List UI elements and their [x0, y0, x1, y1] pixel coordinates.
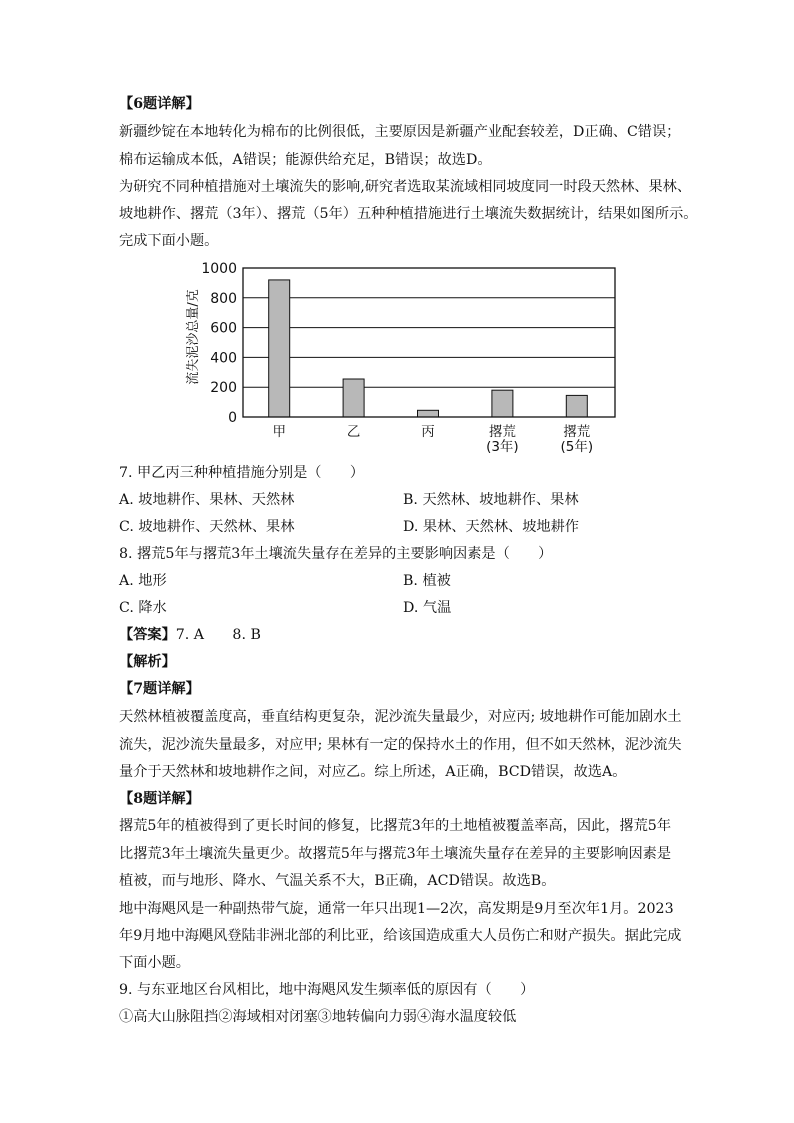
q7-detail-line-3: 量介于天然林和坡地耕作之间，对应乙。综上所述，A正确，BCD错误，故选A。 [119, 764, 627, 780]
x-tick-label: 撂荒 [563, 424, 591, 440]
y-tick-label: 1000 [201, 261, 237, 277]
answer-label: 【答案】 [119, 627, 176, 643]
q6-line-1: 新疆纱锭在本地转化为棉布的比例很低，主要原因是新疆产业配套较差，D正确、C错误； [119, 124, 681, 140]
soil-loss-bar-chart [180, 257, 630, 457]
q8-option-d: D. 气温 [403, 600, 452, 616]
answer-text: 7. A 8. B [175, 627, 261, 643]
intro-line-3: 完成下面小题。 [119, 233, 219, 249]
answer-row [119, 625, 261, 645]
plot-frame [243, 268, 615, 417]
y-tick-label: 400 [210, 350, 237, 367]
analysis-heading: 【解析】 [119, 654, 176, 670]
q6-heading: 【6题详解】 [119, 96, 200, 112]
y-tick-label: 600 [210, 320, 237, 337]
intro2-line-2: 年9月地中海飓风登陆非洲北部的利比亚，给该国造成重大人员伤亡和财产损失。据此完成 [119, 928, 682, 944]
x-tick-label: (5年) [560, 439, 594, 455]
bar-1 [269, 280, 290, 417]
q8-detail-heading: 【8题详解】 [119, 791, 200, 807]
q7-option-b: B. 天然林、坡地耕作、果林 [403, 492, 579, 508]
q8-option-b: B. 植被 [403, 573, 451, 589]
intro-line-2: 坡地耕作、撂荒（3年）、撂荒（5年）五种种植措施进行土壤流失数据统计，结果如图所示。 [119, 206, 698, 222]
q7-option-c: C. 坡地耕作、天然林、果林 [119, 519, 295, 535]
intro2-line-3: 下面小题。 [119, 955, 190, 971]
q7-detail-line-1: 天然林植被覆盖度高，垂直结构更复杂，泥沙流失量最少，对应丙; 坡地耕作可能加剧水土 [119, 709, 682, 725]
y-tick-label: 800 [210, 290, 237, 307]
q9-stem: 9. 与东亚地区台风相比，地中海飓风发生频率低的原因有（ ） [119, 982, 535, 998]
q8-detail-line-3: 植被，而与地形、降水、气温关系不大，B正确，ACD错误。故选B。 [119, 873, 556, 889]
q8-option-a: A. 地形 [119, 573, 167, 589]
q8-stem: 8. 撂荒5年与撂荒3年土壤流失量存在差异的主要影响因素是（ ） [119, 546, 553, 562]
q7-option-a: A. 坡地耕作、果林、天然林 [119, 492, 295, 508]
intro2-line-1: 地中海飓风是一种副热带气旋，通常一年只出现1—2次，高发期是9月至次年1月。2023 [119, 901, 674, 917]
q8-detail-line-1: 撂荒5年的植被得到了更长时间的修复，比撂荒3年的土地植被覆盖率高，因此，撂荒5年 [119, 818, 672, 834]
q8-option-c: C. 降水 [119, 600, 167, 616]
q6-line-2: 棉布运输成本低，A错误；能源供给充足，B错误；故选D。 [119, 152, 492, 168]
q7-option-d: D. 果林、天然林、坡地耕作 [403, 519, 579, 535]
q8-detail-line-2: 比撂荒3年土壤流失量更少。故撂荒5年与撂荒3年土壤流失量存在差异的主要影响因素是 [119, 846, 672, 862]
x-tick-label: 撂荒 [488, 424, 516, 440]
y-axis-label: 流失泥沙总量/克 [186, 289, 201, 385]
bar-3 [418, 410, 439, 417]
bar-4 [492, 390, 513, 417]
q7-detail-heading: 【7题详解】 [119, 681, 200, 697]
x-tick-label: 甲 [272, 424, 286, 440]
y-tick-label: 200 [210, 380, 237, 397]
intro-line-1: 为研究不同种植措施对土壤流失的影响,研究者选取某流域相同坡度同一时段天然林、果林、 [119, 179, 692, 195]
y-tick-label: 0 [228, 410, 237, 426]
bar-5 [566, 395, 587, 417]
bar-2 [343, 379, 364, 417]
x-tick-label: (3年) [486, 439, 519, 455]
q9-choices: ①高大山脉阻挡②海域相对闭塞③地转偏向力弱④海水温度较低 [119, 1009, 517, 1025]
x-tick-label: 丙 [421, 424, 435, 440]
x-tick-label: 乙 [346, 424, 361, 440]
q7-detail-line-2: 流失，泥沙流失量最多，对应甲; 果林有一定的保持水土的作用，但不如天然林，泥沙流失 [119, 737, 682, 753]
q7-stem: 7. 甲乙丙三种种植措施分别是（ ） [119, 465, 365, 481]
